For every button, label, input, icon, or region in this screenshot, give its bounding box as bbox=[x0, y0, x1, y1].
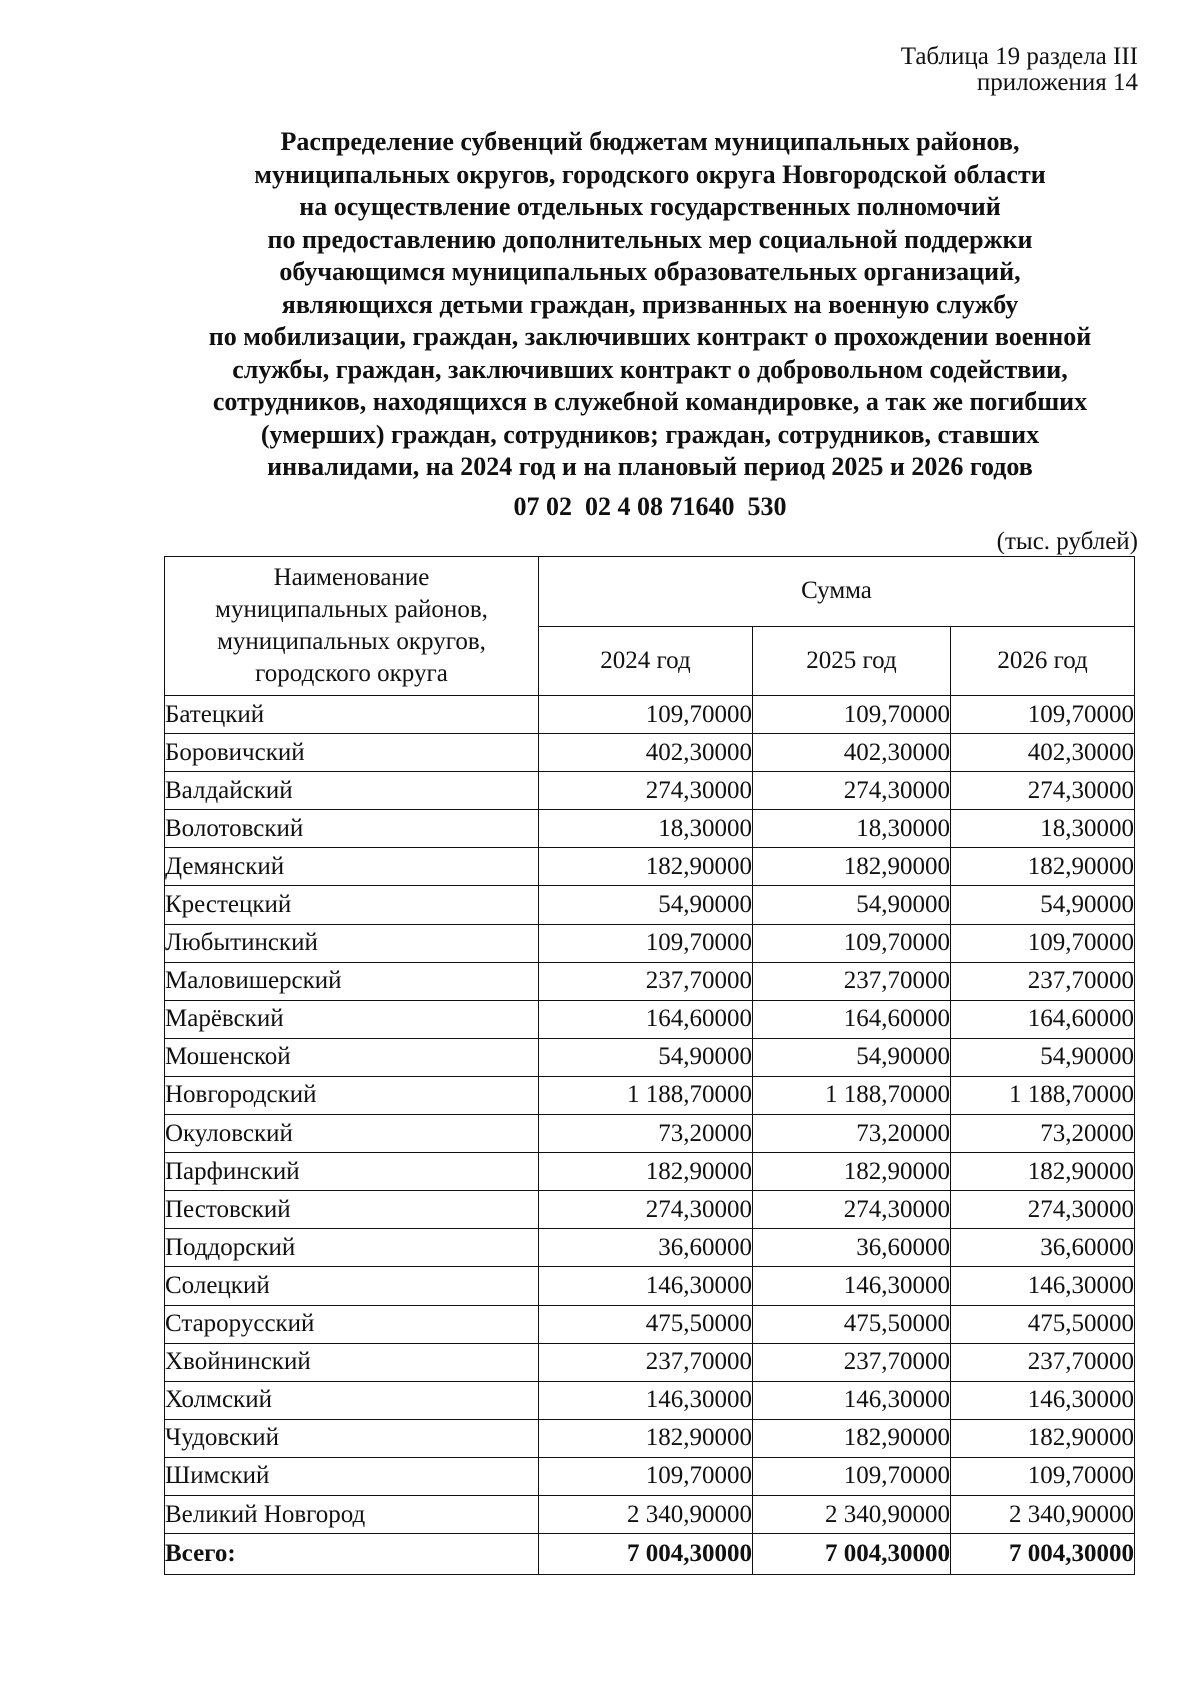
total-value-2026: 7 004,30000 bbox=[951, 1534, 1135, 1575]
row-value-2026: 73,20000 bbox=[951, 1115, 1135, 1153]
row-value-2025: 237,70000 bbox=[753, 1343, 951, 1381]
row-value-2024: 2 340,90000 bbox=[539, 1495, 753, 1533]
table-row bbox=[165, 886, 1135, 924]
row-name: Старорусский bbox=[165, 1305, 539, 1343]
row-value-2024: 237,70000 bbox=[539, 962, 753, 1000]
row-value-2026: 36,60000 bbox=[951, 1229, 1135, 1267]
row-value-2024: 146,30000 bbox=[539, 1267, 753, 1305]
row-name: Солецкий bbox=[165, 1267, 539, 1305]
table-reference bbox=[901, 44, 1138, 96]
row-value-2026: 54,90000 bbox=[951, 886, 1135, 924]
row-name: Новгородский bbox=[165, 1076, 539, 1114]
title-line: обучающимся муниципальных образовательных организаций, bbox=[279, 257, 1021, 286]
row-value-2026: 182,90000 bbox=[951, 1153, 1135, 1191]
table-row bbox=[165, 848, 1135, 886]
row-name: Холмский bbox=[165, 1381, 539, 1419]
table-row bbox=[165, 1076, 1135, 1114]
row-value-2025: 182,90000 bbox=[753, 1153, 951, 1191]
row-value-2026: 237,70000 bbox=[951, 962, 1135, 1000]
table-row bbox=[165, 1115, 1135, 1153]
table-row bbox=[165, 1343, 1135, 1381]
subsidy-table bbox=[164, 556, 1135, 1575]
row-value-2024: 182,90000 bbox=[539, 848, 753, 886]
row-value-2024: 237,70000 bbox=[539, 1343, 753, 1381]
row-name: Хвойнинский bbox=[165, 1343, 539, 1381]
title-line: службы, граждан, заключивших контракт о добровольном содействии, bbox=[232, 354, 1068, 384]
document-title bbox=[110, 126, 1190, 484]
row-name: Поддорский bbox=[165, 1229, 539, 1267]
row-value-2025: 54,90000 bbox=[753, 1038, 951, 1076]
table-row bbox=[165, 962, 1135, 1000]
table-reference-line-1: Таблица 19 раздела III bbox=[900, 43, 1138, 70]
row-value-2026: 475,50000 bbox=[951, 1305, 1135, 1343]
title-line: являющихся детьми граждан, призванных на военную службу bbox=[281, 289, 1019, 319]
table-row bbox=[165, 810, 1135, 848]
row-value-2025: 274,30000 bbox=[753, 1191, 951, 1229]
title-line: по мобилизации, граждан, заключивших контракт о прохождении военной bbox=[208, 322, 1092, 351]
row-value-2024: 274,30000 bbox=[539, 1191, 753, 1229]
row-name: Чудовский bbox=[165, 1419, 539, 1457]
title-line: муниципальных округов, городского округа Новгородской области bbox=[254, 159, 1046, 189]
table-row bbox=[165, 1305, 1135, 1343]
row-value-2026: 146,30000 bbox=[951, 1267, 1135, 1305]
table-row bbox=[165, 1457, 1135, 1495]
row-value-2026: 109,70000 bbox=[951, 696, 1135, 734]
total-row bbox=[165, 1534, 1135, 1575]
table-row bbox=[165, 1191, 1135, 1229]
row-name: Волотовский bbox=[165, 810, 539, 848]
row-name: Парфинский bbox=[165, 1153, 539, 1191]
row-value-2026: 164,60000 bbox=[951, 1000, 1135, 1038]
title-line: (умерших) граждан, сотрудников; граждан, сотрудников, ставших bbox=[260, 419, 1040, 449]
row-value-2024: 54,90000 bbox=[539, 886, 753, 924]
row-value-2024: 402,30000 bbox=[539, 734, 753, 772]
header-year-2024: 2024 год bbox=[539, 626, 753, 696]
row-value-2026: 274,30000 bbox=[951, 1191, 1135, 1229]
row-name: Великий Новгород bbox=[165, 1495, 539, 1533]
row-value-2024: 164,60000 bbox=[539, 1000, 753, 1038]
header-year-2025: 2025 год bbox=[753, 626, 951, 696]
row-value-2024: 274,30000 bbox=[539, 772, 753, 810]
row-value-2026: 182,90000 bbox=[951, 848, 1135, 886]
row-value-2025: 182,90000 bbox=[753, 1419, 951, 1457]
table-row bbox=[165, 1000, 1135, 1038]
row-name: Шимский bbox=[165, 1457, 539, 1495]
row-value-2026: 2 340,90000 bbox=[951, 1495, 1135, 1533]
row-name: Демянский bbox=[165, 848, 539, 886]
budget-code: 07 02 02 4 08 71640 530 bbox=[513, 492, 787, 521]
row-value-2025: 18,30000 bbox=[753, 810, 951, 848]
row-value-2025: 1 188,70000 bbox=[753, 1076, 951, 1114]
row-name: Мошенской bbox=[165, 1038, 539, 1076]
title-line: на осуществление отдельных государственных полномочий bbox=[299, 192, 1001, 221]
row-value-2025: 109,70000 bbox=[753, 924, 951, 962]
row-value-2024: 182,90000 bbox=[539, 1153, 753, 1191]
row-value-2026: 54,90000 bbox=[951, 1038, 1135, 1076]
row-value-2026: 1 188,70000 bbox=[951, 1076, 1135, 1114]
title-line: по предоставлению дополнительных мер социальной поддержки bbox=[267, 224, 1033, 254]
row-value-2026: 18,30000 bbox=[951, 810, 1135, 848]
row-value-2026: 182,90000 bbox=[951, 1419, 1135, 1457]
row-value-2024: 146,30000 bbox=[539, 1381, 753, 1419]
header-name-line: муниципальных районов, bbox=[215, 596, 488, 623]
table-row bbox=[165, 772, 1135, 810]
row-value-2024: 54,90000 bbox=[539, 1038, 753, 1076]
row-value-2025: 2 340,90000 bbox=[753, 1495, 951, 1533]
table-row bbox=[165, 734, 1135, 772]
table-row bbox=[165, 1038, 1135, 1076]
row-name: Крестецкий bbox=[165, 886, 539, 924]
header-year-2026: 2026 год bbox=[951, 626, 1135, 696]
row-value-2025: 54,90000 bbox=[753, 886, 951, 924]
row-value-2025: 146,30000 bbox=[753, 1381, 951, 1419]
row-value-2024: 109,70000 bbox=[539, 696, 753, 734]
row-value-2026: 109,70000 bbox=[951, 924, 1135, 962]
row-value-2025: 146,30000 bbox=[753, 1267, 951, 1305]
row-name: Боровичский bbox=[165, 734, 539, 772]
table-row bbox=[165, 1153, 1135, 1191]
table-row bbox=[165, 696, 1135, 734]
row-name: Батецкий bbox=[165, 696, 539, 734]
table-row bbox=[165, 1381, 1135, 1419]
row-value-2025: 73,20000 bbox=[753, 1115, 951, 1153]
row-value-2025: 274,30000 bbox=[753, 772, 951, 810]
row-value-2024: 475,50000 bbox=[539, 1305, 753, 1343]
header-sum-cell: Сумма bbox=[539, 557, 1135, 627]
row-name: Любытинский bbox=[165, 924, 539, 962]
title-line: сотрудников, находящихся в служебной командировке, а так же погибших bbox=[212, 387, 1088, 416]
row-value-2026: 274,30000 bbox=[951, 772, 1135, 810]
row-name: Валдайский bbox=[165, 772, 539, 810]
header-name-cell bbox=[165, 557, 539, 696]
row-value-2025: 402,30000 bbox=[753, 734, 951, 772]
row-name: Окуловский bbox=[165, 1115, 539, 1153]
row-value-2024: 1 188,70000 bbox=[539, 1076, 753, 1114]
row-name: Маловишерский bbox=[165, 962, 539, 1000]
table-row bbox=[165, 1495, 1135, 1533]
row-value-2026: 109,70000 bbox=[951, 1457, 1135, 1495]
row-value-2024: 109,70000 bbox=[539, 924, 753, 962]
row-value-2024: 109,70000 bbox=[539, 1457, 753, 1495]
row-value-2025: 164,60000 bbox=[753, 1000, 951, 1038]
row-value-2025: 109,70000 bbox=[753, 696, 951, 734]
total-value-2025: 7 004,30000 bbox=[753, 1534, 951, 1575]
header-name-line: городского округа bbox=[255, 660, 448, 687]
row-value-2024: 36,60000 bbox=[539, 1229, 753, 1267]
title-line: Распределение субвенций бюджетам муниципальных районов, bbox=[280, 127, 1020, 156]
title-line: инвалидами, на 2024 год и на плановый период 2025 и 2026 годов bbox=[267, 452, 1033, 481]
row-value-2024: 182,90000 bbox=[539, 1419, 753, 1457]
row-value-2025: 475,50000 bbox=[753, 1305, 951, 1343]
row-name: Пестовский bbox=[165, 1191, 539, 1229]
row-value-2026: 146,30000 bbox=[951, 1381, 1135, 1419]
row-value-2025: 237,70000 bbox=[753, 962, 951, 1000]
table-row bbox=[165, 924, 1135, 962]
header-name-line: муниципальных округов, bbox=[217, 628, 486, 655]
header-name-line: Наименование bbox=[273, 564, 430, 591]
row-value-2025: 182,90000 bbox=[753, 848, 951, 886]
total-value-2024: 7 004,30000 bbox=[539, 1534, 753, 1575]
unit-label: (тыс. рублей) bbox=[996, 528, 1138, 555]
row-name: Марёвский bbox=[165, 1000, 539, 1038]
row-value-2025: 109,70000 bbox=[753, 1457, 951, 1495]
row-value-2024: 18,30000 bbox=[539, 810, 753, 848]
row-value-2025: 36,60000 bbox=[753, 1229, 951, 1267]
table-reference-line-2: приложения 14 bbox=[976, 69, 1138, 96]
table-row bbox=[165, 1267, 1135, 1305]
row-value-2026: 402,30000 bbox=[951, 734, 1135, 772]
row-value-2026: 237,70000 bbox=[951, 1343, 1135, 1381]
table-row bbox=[165, 1229, 1135, 1267]
table-row bbox=[165, 1419, 1135, 1457]
row-value-2024: 73,20000 bbox=[539, 1115, 753, 1153]
total-label: Всего: bbox=[165, 1534, 539, 1575]
